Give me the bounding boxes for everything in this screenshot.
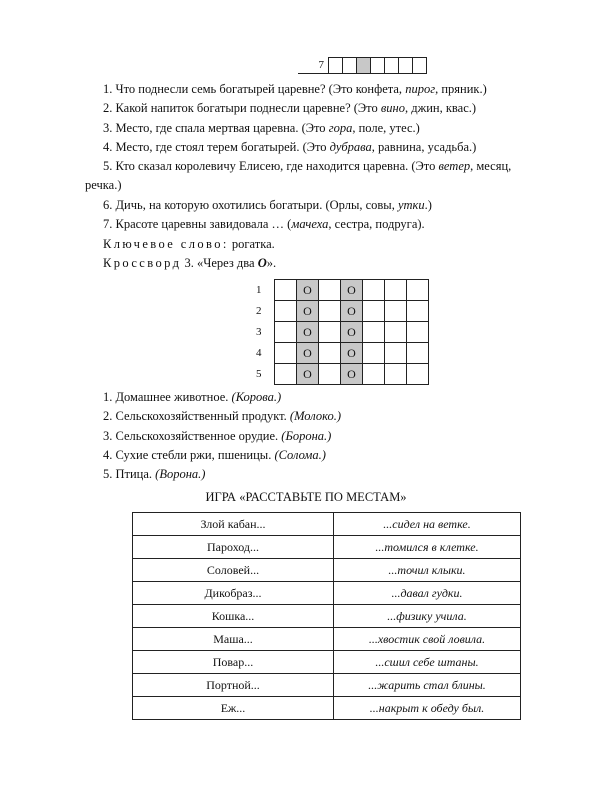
crossword3-grid (256, 279, 429, 385)
answer-3: 3. Сельскохозяйственное орудие. (Борона.) (103, 429, 332, 443)
table-cell-right: ...хвостик свой ловила. (334, 628, 521, 651)
grid-cell-letter: О (341, 364, 363, 385)
grid-cell (407, 364, 429, 385)
keyword-value: рогатка. (231, 237, 275, 251)
grid-cell-letter: О (341, 322, 363, 343)
question-2: 2. Какой напиток богатыри поднесли царевне? (Это вино, джин, квас.) (103, 101, 477, 115)
grid-cell (319, 343, 341, 364)
grid-cell-letter: О (297, 301, 319, 322)
grid-cell (319, 280, 341, 301)
grid-cell-letter: О (341, 343, 363, 364)
grid-cell (407, 280, 429, 301)
grid-cell (385, 343, 407, 364)
grid-cell (275, 343, 297, 364)
row-number: 7 (298, 58, 329, 74)
grid-cell-letter: О (297, 343, 319, 364)
table-cell-right: ...сидел на ветке. (334, 513, 521, 536)
question-5: 5. Кто сказал королевичу Елисею, где находится царевна. (Это ветер, месяц, (103, 159, 512, 173)
row-number: 5 (256, 368, 262, 380)
table-cell-right: ...накрыт к обеду был. (334, 697, 521, 720)
table-cell-left: Кошка... (133, 605, 334, 628)
answer-1: 1. Домашнее животное. (Корова.) (103, 390, 282, 404)
grid-cell-letter: О (297, 364, 319, 385)
table-row (133, 559, 521, 582)
question-6: 6. Дичь, на которую охотились богатыри. (Орлы, совы, утки.) (103, 198, 432, 212)
table-row (133, 536, 521, 559)
question-4: 4. Место, где стоял терем богатырей. (Это дубрава, равнина, усадьба.) (103, 140, 477, 154)
row-number: 2 (256, 305, 262, 317)
table-row (133, 582, 521, 605)
crossword-cell-key (357, 58, 371, 74)
game-title: ИГРА «РАССТАВЬТЕ ПО МЕСТАМ» (205, 490, 407, 504)
keyword-line (103, 236, 275, 252)
grid-row (256, 301, 429, 322)
row-number: 3 (256, 326, 262, 338)
table-cell-left: Маша... (133, 628, 334, 651)
grid-cell (407, 343, 429, 364)
table-row (133, 697, 521, 720)
table-cell-left: Пароход... (133, 536, 334, 559)
table-row (133, 628, 521, 651)
row-number: 4 (256, 347, 262, 359)
table-row (133, 513, 521, 536)
crossword-cell (329, 58, 343, 74)
answer-4: 4. Сухие стебли ржи, пшеницы. (Солома.) (103, 448, 326, 462)
table-cell-left: Еж... (133, 697, 334, 720)
grid-cell (319, 322, 341, 343)
row-number: 1 (256, 284, 262, 296)
grid-cell (407, 301, 429, 322)
grid-row (256, 280, 429, 301)
answer-2: 2. Сельскохозяйственный продукт. (Молоко.) (103, 409, 342, 423)
table-cell-right: ...жарить стал блины. (334, 674, 521, 697)
grid-row (256, 322, 429, 343)
grid-cell (363, 364, 385, 385)
game-table (132, 512, 521, 720)
grid-row (256, 364, 429, 385)
grid-cell-letter: О (297, 322, 319, 343)
crossword3-heading: Кроссворд 3. «Через два О». (103, 256, 277, 270)
grid-cell (385, 301, 407, 322)
question-7: 7. Красоте царевны завидовала … (мачеха, сестра, подруга). (103, 217, 425, 231)
grid-cell (275, 364, 297, 385)
table-cell-left: Повар... (133, 651, 334, 674)
table-cell-left: Портной... (133, 674, 334, 697)
grid-cell (385, 280, 407, 301)
grid-cell (363, 322, 385, 343)
table-cell-right: ...давал гудки. (334, 582, 521, 605)
table-cell-left: Злой кабан... (133, 513, 334, 536)
grid-cell (319, 301, 341, 322)
crossword-cell (385, 58, 399, 74)
table-cell-right: ...точил клыки. (334, 559, 521, 582)
grid-cell (407, 322, 429, 343)
grid-cell (385, 364, 407, 385)
answer-5: 5. Птица. (Ворона.) (103, 467, 206, 481)
table-row (133, 674, 521, 697)
grid-row (256, 343, 429, 364)
grid-cell (319, 364, 341, 385)
grid-cell (275, 301, 297, 322)
crossword-cell (371, 58, 385, 74)
grid-cell (363, 343, 385, 364)
crossword-cell (413, 58, 427, 74)
question-3: 3. Место, где спала мертвая царевна. (Это гора, поле, утес.) (103, 121, 420, 135)
grid-cell (385, 322, 407, 343)
table-cell-left: Дикобраз... (133, 582, 334, 605)
table-row (133, 605, 521, 628)
crossword-top-row (298, 57, 427, 74)
grid-cell-letter: О (297, 280, 319, 301)
table-row (133, 651, 521, 674)
grid-cell (363, 301, 385, 322)
question-5-continuation: речка.) (85, 178, 122, 192)
table-cell-right: ...сшил себе штаны. (334, 651, 521, 674)
grid-cell (363, 280, 385, 301)
crossword-cell (399, 58, 413, 74)
crossword-cell (343, 58, 357, 74)
table-cell-right: ...физику учила. (334, 605, 521, 628)
table-cell-left: Соловей... (133, 559, 334, 582)
grid-cell-letter: О (341, 280, 363, 301)
keyword-label: Ключевое слово: (103, 237, 229, 251)
grid-cell (275, 280, 297, 301)
grid-cell-letter: О (341, 301, 363, 322)
grid-cell (275, 322, 297, 343)
question-1: 1. Что поднесли семь богатырей царевне? (Это конфета, пирог, пряник.) (103, 82, 487, 96)
table-cell-right: ...томился в клетке. (334, 536, 521, 559)
